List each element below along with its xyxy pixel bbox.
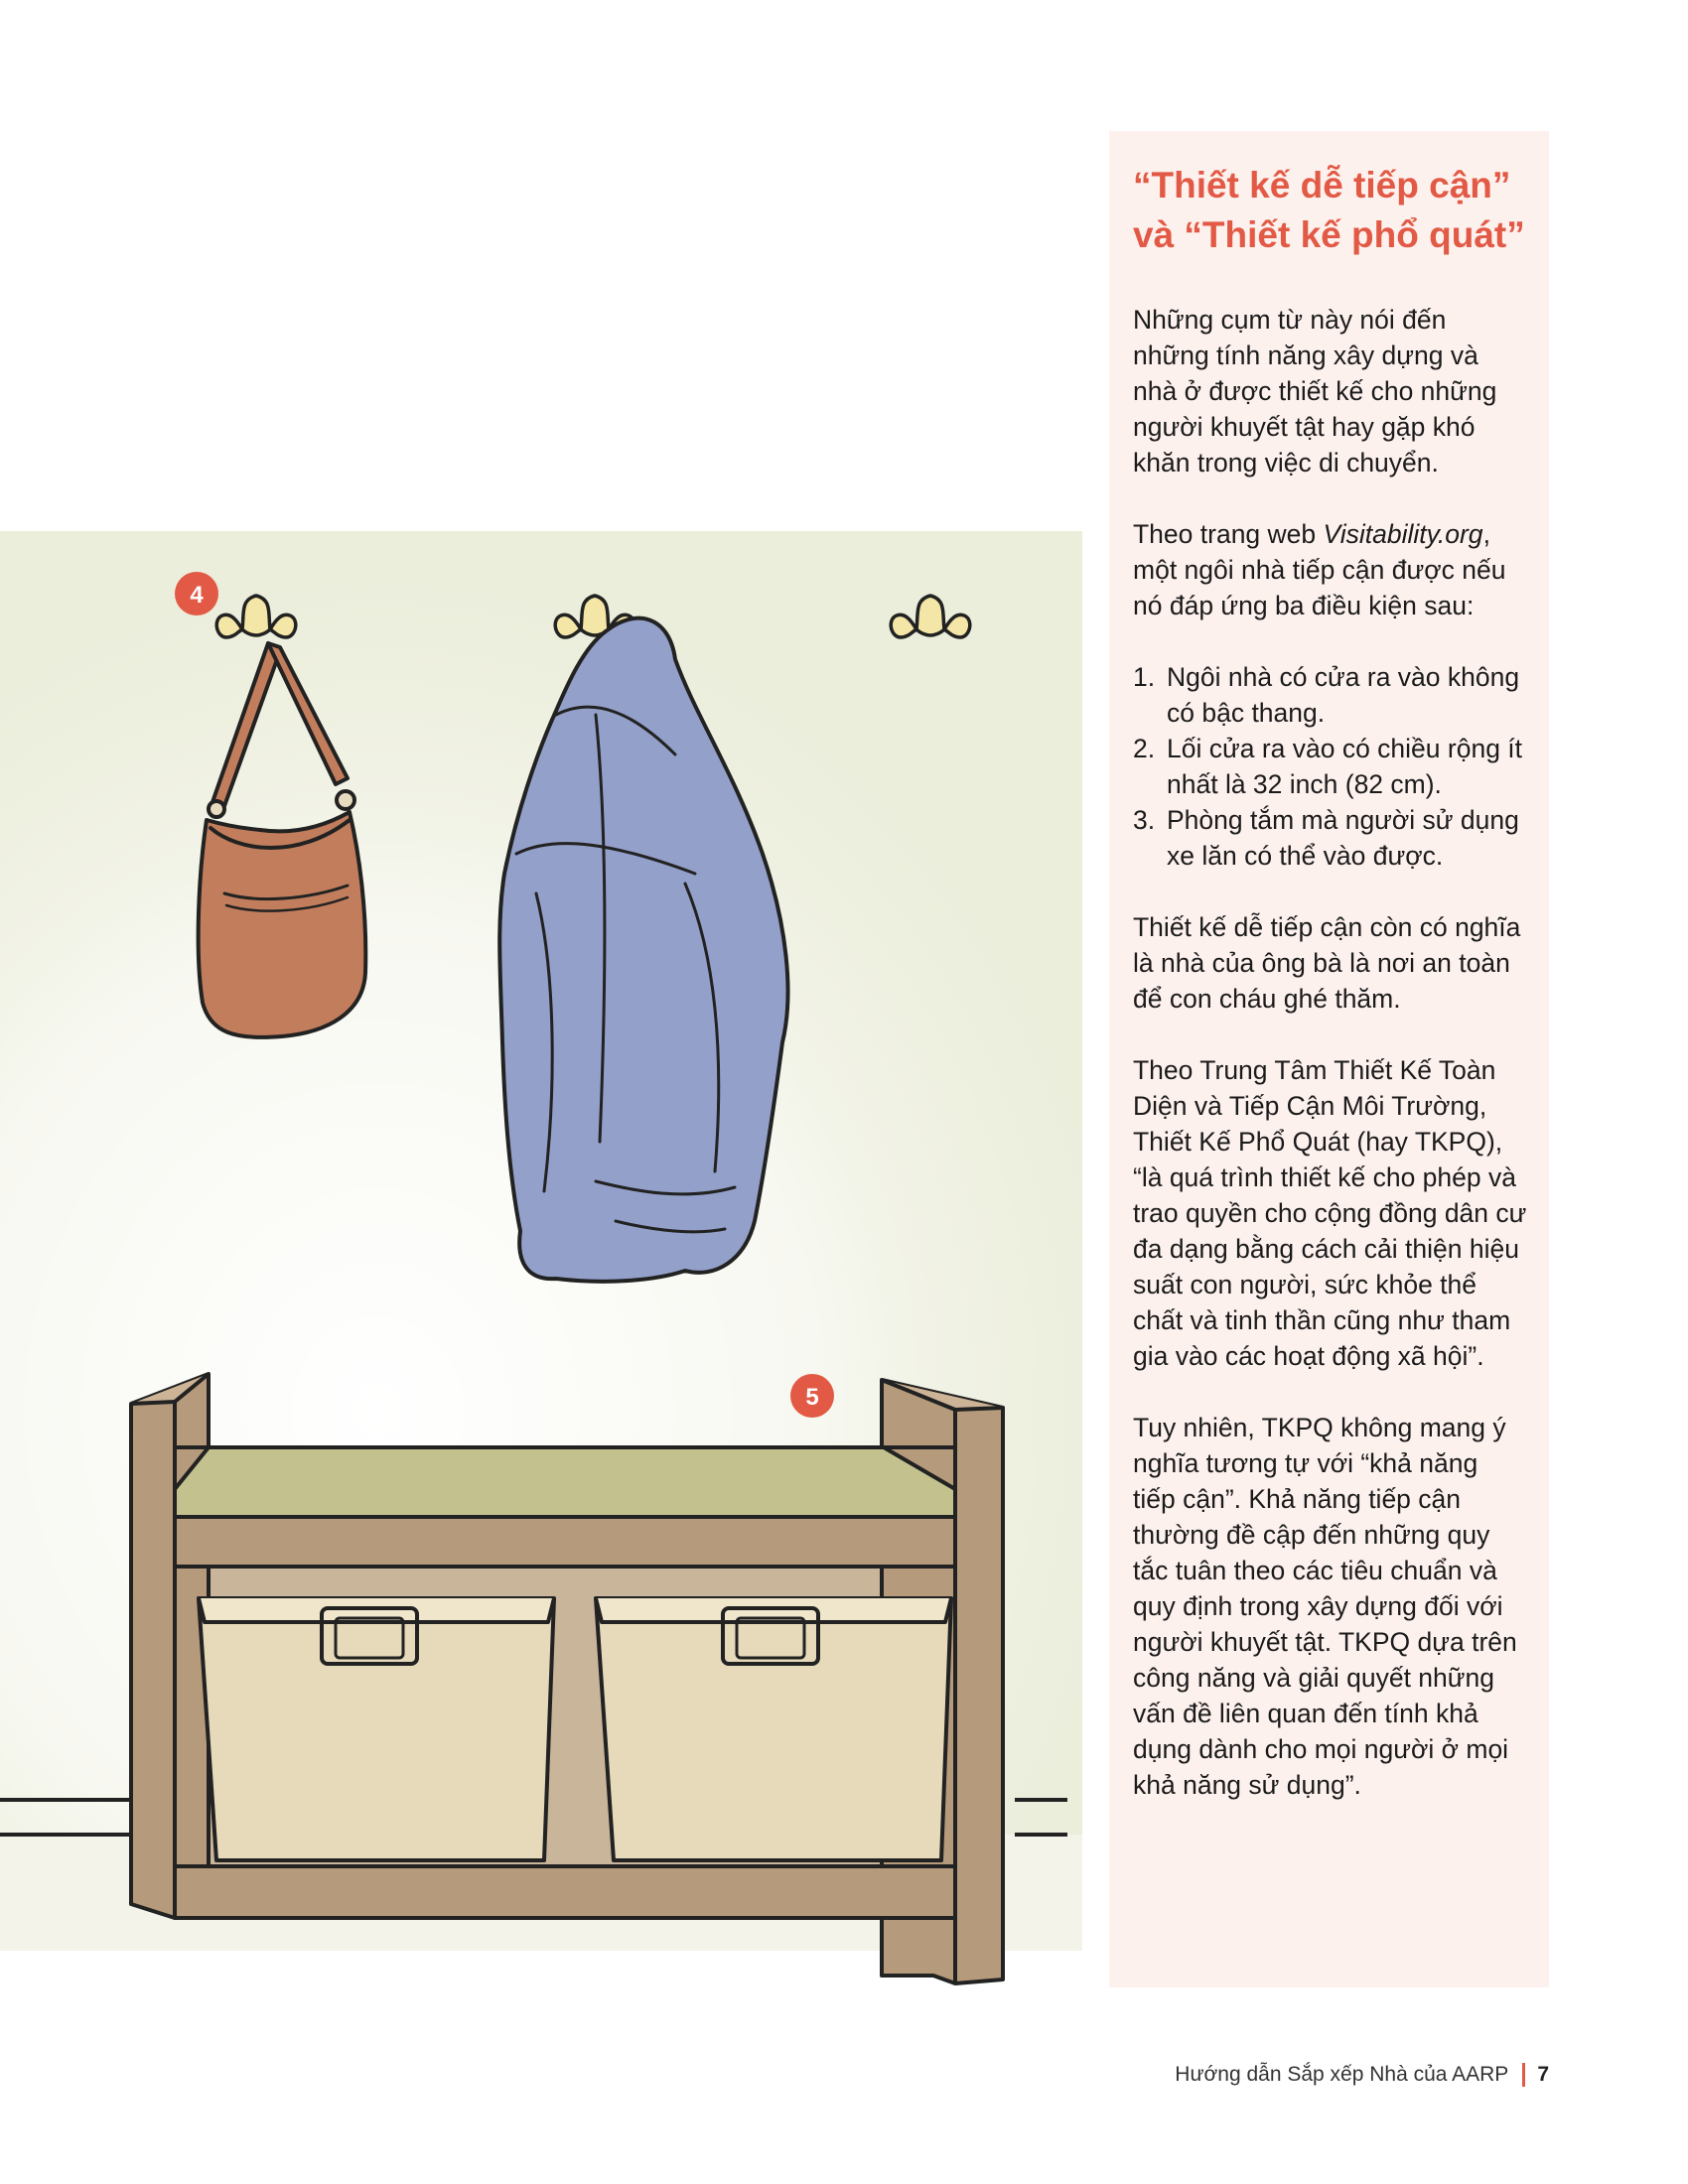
list-item [1133, 659, 1527, 731]
universal-design-paragraph: Theo Trung Tâm Thiết Kế Toàn Diện và Tiếp Cận Môi Trường, Thiết Kế Phổ Quát (hay TKPQ), “là quá trình thiết kế cho phép và trao quyền cho cộng đồng dân cư đa dạng bằng cách cải thiện hiệu suất con người, sức khỏe thể chất và tinh thần cũng như tham gia vào các hoạt động xã hội”. [1133, 1055, 1527, 1371]
page-number: 7 [1537, 2063, 1549, 2086]
safe-visit-paragraph: Thiết kế dễ tiếp cận còn có nghĩa là nhà của ông bà là nơi an toàn để con cháu ghé thăm. [1133, 912, 1521, 1014]
callout-badge-5 [790, 1374, 834, 1418]
list-text: Phòng tắm mà người sử dụng xe lăn có thể vào được. [1167, 805, 1519, 871]
list-text: Ngôi nhà có cửa ra vào không có bậc thang. [1167, 662, 1520, 728]
visitability-paragraph [1133, 516, 1527, 623]
list-item [1133, 802, 1527, 874]
visitability-suffix: , một ngôi nhà tiếp cận được nếu nó đáp ứng ba điều kiện sau: [1133, 519, 1506, 620]
list-item [1133, 731, 1527, 802]
page-footer [1175, 2063, 1549, 2087]
conditions-list [1133, 659, 1527, 874]
list-number: 3. [1133, 805, 1156, 835]
visitability-site: Visitability.org [1323, 519, 1483, 549]
accessibility-difference-paragraph: Tuy nhiên, TKPQ không mang ý nghĩa tương tự với “khả năng tiếp cận”. Khả năng tiếp cận thường đề cập đến những quy tắc tuân theo các tiêu chuẩn và quy định trong xây dựng đối với người khuyết tật. TKPQ dựa trên công năng và giải quyết những vấn đề liên quan đến tính khả dụng dành cho mọi người ở mọi khả năng sử dụng”. [1133, 1413, 1517, 1800]
footer-guide-title: Hướng dẫn Sắp xếp Nhà của AARP [1175, 2063, 1509, 2086]
svg-text:5: 5 [805, 1384, 819, 1411]
sidebar-panel [1109, 131, 1549, 1987]
visitability-prefix: Theo trang web [1133, 519, 1324, 549]
list-text: Lối cửa ra vào có chiều rộng ít nhất là 32 inch (82 cm). [1167, 734, 1523, 799]
callout-badge-4 [175, 572, 218, 615]
svg-text:4: 4 [190, 582, 204, 609]
intro-paragraph: Những cụm từ này nói đến những tính năng xây dựng và nhà ở được thiết kế cho những người khuyết tật hay gặp khó khăn trong việc di chuyển. [1133, 305, 1497, 478]
storage-bin-icon [199, 1598, 554, 1860]
list-number: 2. [1133, 734, 1156, 763]
storage-bin-icon [596, 1598, 951, 1860]
sidebar-title: “Thiết kế dễ tiếp cận” và “Thiết kế phổ quát” [1133, 165, 1525, 255]
footer-divider [1522, 2063, 1525, 2087]
list-number: 1. [1133, 662, 1156, 692]
